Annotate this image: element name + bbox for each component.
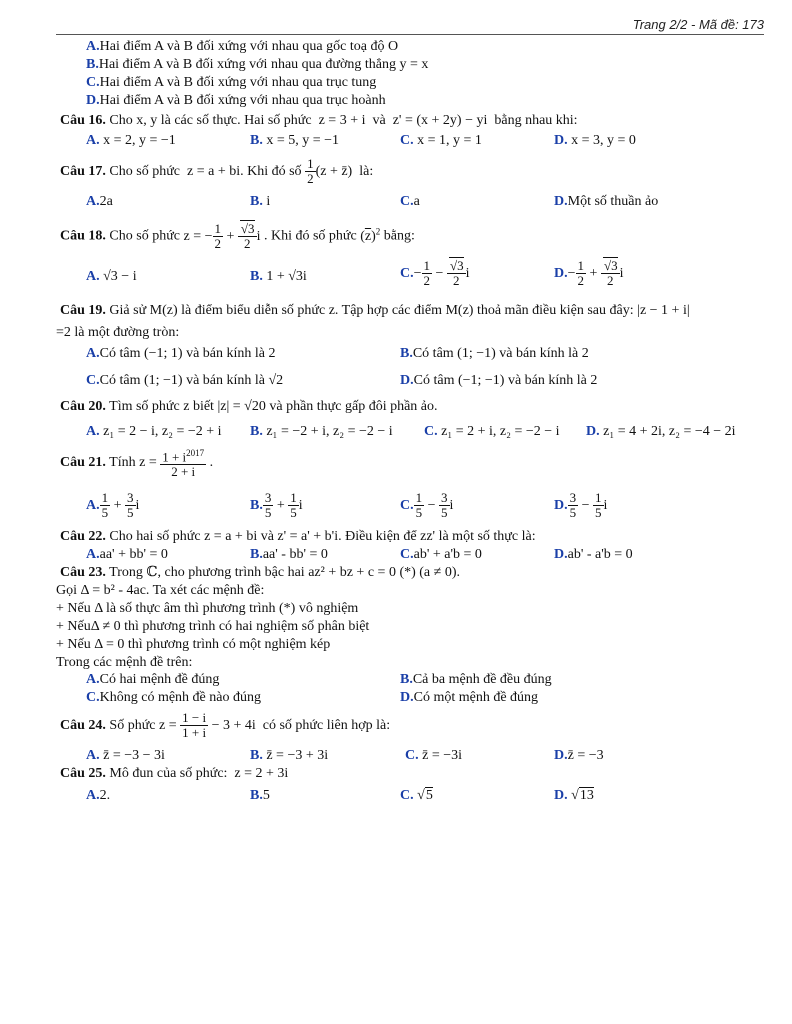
- option-letter: C.: [405, 748, 419, 763]
- math-expr: z = 2 + 3i: [234, 766, 289, 781]
- option-text: ab' - a'b = 0: [567, 547, 633, 562]
- option-text: 1 + √3i: [266, 269, 307, 284]
- question-label: Câu 21.: [60, 455, 106, 470]
- option-text: Hai điểm A và B đối xứng với nhau qua đường thẳng y = x: [98, 57, 429, 72]
- option-letter: A.: [86, 424, 100, 439]
- q23-line-3: [56, 619, 369, 635]
- option-letter: D.: [554, 547, 568, 562]
- q24-option-c: [405, 748, 462, 764]
- page-header-text: Trang 2/2 - Mã đề: 173: [632, 17, 764, 32]
- option-letter: B.: [250, 788, 263, 803]
- option-letter: A.: [86, 498, 100, 513]
- q15-option-b: [86, 57, 428, 73]
- option-letter: B.: [250, 547, 263, 562]
- q20-option-d: [586, 424, 736, 440]
- option-text: Hai điểm A và B đối xứng với nhau qua gốc toạ độ O: [99, 39, 399, 54]
- q20-stem: [60, 399, 438, 415]
- question-text: Cho hai số phức z = a + bi và z' = a' + b'i. Điều kiện để zz' là một số thực là:: [109, 529, 536, 544]
- q22-stem: [60, 529, 536, 545]
- question-text: và: [372, 113, 386, 128]
- option-text: x = 3, y = 0: [571, 133, 636, 148]
- q20-option-b: [250, 424, 393, 440]
- option-letter: A.: [86, 39, 100, 54]
- option-letter: D.: [586, 424, 600, 439]
- denominator: 2: [307, 171, 314, 187]
- option-letter: B.: [250, 269, 263, 284]
- math-expr: |z − 1 + i|: [637, 303, 690, 318]
- question-text: Mô đun của số phức:: [109, 766, 228, 781]
- question-text: . Khi đó số phức: [263, 228, 357, 244]
- option-text: 2a: [99, 194, 113, 209]
- option-letter: C.: [400, 788, 414, 803]
- q24-option-b: [250, 748, 328, 764]
- option-text: z₁ = 2 − i, z₂ = −2 + i: [103, 424, 222, 439]
- q21-option-d: D. $\frac{3}{5}$ − $\frac{1}{5}$ i: [554, 490, 608, 521]
- q19-option-a: [86, 346, 276, 362]
- q23-line-5: [56, 655, 192, 671]
- q16-option-c: [400, 133, 482, 149]
- question-label: Câu 17.: [60, 164, 106, 179]
- q22-option-a: [86, 547, 168, 563]
- option-text: z̄ = −3: [567, 748, 604, 763]
- option-text: z₁ = 4 + 2i, z₂ = −4 − 2i: [603, 424, 736, 439]
- question-label: Câu 16.: [60, 113, 106, 128]
- fraction: [305, 157, 316, 186]
- q17-option-a: [86, 194, 113, 210]
- option-letter: B.: [400, 346, 413, 361]
- q19-stem-cont: [56, 325, 179, 341]
- q20-option-a: [86, 424, 222, 440]
- q17-option-d: [554, 194, 658, 210]
- math-expr: z = − $\frac{1}{2}$ + $\frac{√3}{2}$ i: [183, 220, 261, 251]
- page-header: [56, 14, 764, 35]
- option-letter: D.: [554, 748, 568, 763]
- q23-line-1: [56, 583, 264, 599]
- q24-stem: [60, 708, 390, 744]
- option-text: Có tâm (−1; −1) và bán kính là 2: [413, 373, 598, 388]
- option-text: z̄ = −3 + 3i: [266, 748, 329, 763]
- question-text: Số phức: [109, 718, 156, 733]
- option-text: z̄ = −3i: [422, 748, 463, 763]
- option-text: 5: [262, 788, 270, 803]
- question-text: Tìm số phức z biết: [109, 399, 214, 414]
- option-letter: A.: [86, 748, 100, 763]
- option-text: Hai điểm A và B đối xứng với nhau qua trục tung: [99, 75, 377, 90]
- option-letter: A.: [86, 672, 100, 687]
- option-letter: B.: [250, 498, 263, 513]
- q21-option-a: A. $\frac{1}{5}$ + $\frac{3}{5}$ i: [86, 490, 140, 521]
- question-text: + Nếu Δ là số thực âm thì phương trình (*) vô nghiệm: [56, 601, 359, 616]
- option-letter: B.: [250, 194, 263, 209]
- math-expr: z' = (x + 2y) − yi: [392, 113, 488, 128]
- q23-stem: [60, 565, 460, 581]
- numerator: 1: [307, 156, 314, 172]
- q24-option-d: [554, 748, 604, 764]
- option-letter: C.: [86, 373, 100, 388]
- question-text: . Khi đó số: [240, 164, 302, 179]
- option-letter: C.: [400, 133, 414, 148]
- option-letter: C.: [400, 194, 414, 209]
- q18-stem: [60, 214, 415, 254]
- question-label: Câu 20.: [60, 399, 106, 414]
- option-letter: B.: [250, 133, 263, 148]
- option-text: 2.: [99, 788, 111, 803]
- q23-option-a: [86, 672, 219, 688]
- option-letter: D.: [554, 498, 568, 513]
- math-expr: z = 3 + i: [318, 113, 366, 128]
- q22-option-b: [250, 547, 328, 563]
- option-letter: B.: [250, 424, 263, 439]
- math-expr: (z + z̄): [315, 164, 353, 179]
- q21-option-b: B. $\frac{3}{5}$ + $\frac{1}{5}$ i: [250, 490, 303, 521]
- question-label: Câu 18.: [60, 228, 106, 244]
- option-letter: B.: [400, 672, 413, 687]
- q25-stem: [60, 766, 288, 782]
- option-text: a: [413, 194, 420, 209]
- question-text: + Nếu Δ = 0 thì phương trình có một nghiệm kép: [56, 637, 331, 652]
- q17-option-c: [400, 194, 420, 210]
- math-expr: z = $\frac{1 - i}{1 + i}$: [159, 710, 207, 741]
- q16-option-d: [554, 133, 636, 149]
- question-text: có số phức liên hợp là:: [262, 718, 391, 733]
- option-text: x = 1, y = 1: [417, 133, 482, 148]
- option-letter: B.: [86, 57, 99, 72]
- q25-option-c: C. √5: [400, 788, 433, 803]
- option-letter: D.: [554, 266, 568, 281]
- q19-option-c: [86, 373, 283, 389]
- q19-option-b: [400, 346, 589, 362]
- option-text: z₁ = 2 + i, z₂ = −2 − i: [441, 424, 560, 439]
- option-letter: C.: [424, 424, 438, 439]
- question-text: Cho số phức: [109, 228, 180, 244]
- option-letter: C.: [400, 266, 414, 281]
- option-letter: A.: [86, 133, 100, 148]
- q16-stem: [60, 113, 578, 129]
- q24-option-a: [86, 748, 165, 764]
- q15-option-c: [86, 75, 376, 91]
- question-text: và phần thực gấp đôi phần ảo.: [269, 399, 438, 414]
- option-text: z̄ = −3 − 3i: [103, 748, 165, 763]
- question-label: Câu 19.: [60, 303, 106, 318]
- q22-option-d: [554, 547, 633, 563]
- option-text: z₁ = −2 + i, z₂ = −2 − i: [266, 424, 393, 439]
- option-letter: A.: [86, 788, 100, 803]
- question-text: bằng nhau khi:: [494, 113, 578, 128]
- math-expr: |z| = √20: [217, 399, 266, 414]
- option-text: x = 2, y = −1: [103, 133, 176, 148]
- option-letter: D.: [554, 133, 568, 148]
- option-letter: D.: [554, 788, 568, 803]
- q23-option-c: [86, 690, 261, 706]
- q23-line-2: [56, 601, 358, 617]
- option-text: Có tâm (−1; 1) và bán kính là 2: [99, 346, 276, 361]
- question-text: Trong các mệnh đề trên:: [56, 655, 193, 670]
- option-text: Có một mệnh đề đúng: [413, 690, 539, 705]
- q22-option-c: [400, 547, 482, 563]
- option-text: aa' - bb' = 0: [262, 547, 328, 562]
- q19-stem: [60, 303, 690, 319]
- option-text: Cả ba mệnh đề đều đúng: [412, 672, 552, 687]
- option-letter: A.: [86, 194, 100, 209]
- q21-stem: [60, 445, 213, 481]
- math-expr: − 3 + 4i: [211, 718, 256, 733]
- option-letter: D.: [554, 194, 568, 209]
- q16-option-b: [250, 133, 339, 149]
- q25-option-b: [250, 788, 270, 804]
- option-letter: B.: [250, 748, 263, 763]
- math-expr: z = $\frac{1 + i^{2017}}{2 + i}$ .: [139, 448, 214, 480]
- option-text: Có tâm (1; −1) và bán kính là √2: [99, 373, 284, 388]
- question-text: =2 là một đường tròn:: [56, 325, 180, 340]
- option-letter: D.: [400, 373, 414, 388]
- option-letter: A.: [86, 547, 100, 562]
- option-letter: C.: [400, 498, 414, 513]
- option-text: Có tâm (1; −1) và bán kính là 2: [412, 346, 589, 361]
- q18-option-c: C.− $\frac{1}{2}$ − $\frac{√3}{2}$ i: [400, 258, 470, 289]
- q16-option-a: [86, 133, 176, 149]
- question-label: Câu 24.: [60, 718, 106, 733]
- option-letter: A.: [86, 269, 100, 284]
- q18-option-d: D.− $\frac{1}{2}$ + $\frac{√3}{2}$ i: [554, 258, 624, 289]
- option-letter: C.: [86, 690, 100, 705]
- q15-option-a: [86, 39, 398, 55]
- math-expr: $(\overline{z})^2$: [360, 226, 381, 244]
- question-text: Cho x, y là các số thực. Hai số phức: [109, 113, 312, 128]
- question-text: Cho số phức: [109, 164, 180, 179]
- q18-option-b: [250, 262, 307, 292]
- option-text: x = 5, y = −1: [266, 133, 340, 148]
- option-text: Hai điểm A và B đối xứng với nhau qua trục hoành: [99, 93, 386, 108]
- option-text: ab' + a'b = 0: [413, 547, 482, 562]
- question-text: Giả sử M(z) là điểm biểu diễn số phức z. Tập hợp các điểm M(z) thoả mãn điều kiện sau đây:: [109, 303, 634, 318]
- option-letter: C.: [86, 75, 100, 90]
- q21-option-c: C. $\frac{1}{5}$ − $\frac{3}{5}$ i: [400, 490, 454, 521]
- q23-option-b: [400, 672, 552, 688]
- q15-option-d: [86, 93, 386, 109]
- q20-option-c: [424, 424, 560, 440]
- option-text: aa' + bb' = 0: [99, 547, 168, 562]
- question-text: Tính: [109, 455, 136, 470]
- math-expr: z = a + bi: [187, 164, 241, 179]
- question-text: là:: [359, 164, 374, 179]
- option-text: i: [266, 194, 271, 209]
- question-label: Câu 22.: [60, 529, 106, 544]
- option-text: Có hai mệnh đề đúng: [99, 672, 220, 687]
- option-letter: D.: [400, 690, 414, 705]
- option-letter: A.: [86, 346, 100, 361]
- q17-stem: [60, 157, 373, 187]
- question-label: Câu 23.: [60, 565, 106, 580]
- q25-option-d: D. √13: [554, 788, 594, 803]
- question-text: + NếuΔ ≠ 0 thì phương trình có hai nghiệm số phân biệt: [56, 619, 370, 634]
- question-text: bằng:: [383, 228, 415, 244]
- q17-option-b: [250, 194, 270, 210]
- question-label: Câu 25.: [60, 766, 106, 781]
- option-text: Một số thuần ảo: [567, 194, 659, 209]
- option-text: √3 − i: [103, 269, 137, 284]
- q18-option-a: [86, 262, 137, 292]
- q23-option-d: [400, 690, 538, 706]
- q25-option-a: [86, 788, 110, 804]
- question-text: Gọi Δ = b² - 4ac. Ta xét các mệnh đề:: [56, 583, 265, 598]
- q23-line-4: [56, 637, 330, 653]
- question-text: Trong ℂ, cho phương trình bậc hai az² + bz + c = 0 (*) (a ≠ 0).: [109, 565, 460, 580]
- option-letter: D.: [86, 93, 100, 108]
- q19-option-d: [400, 373, 597, 389]
- option-text: Không có mệnh đề nào đúng: [99, 690, 261, 705]
- option-letter: C.: [400, 547, 414, 562]
